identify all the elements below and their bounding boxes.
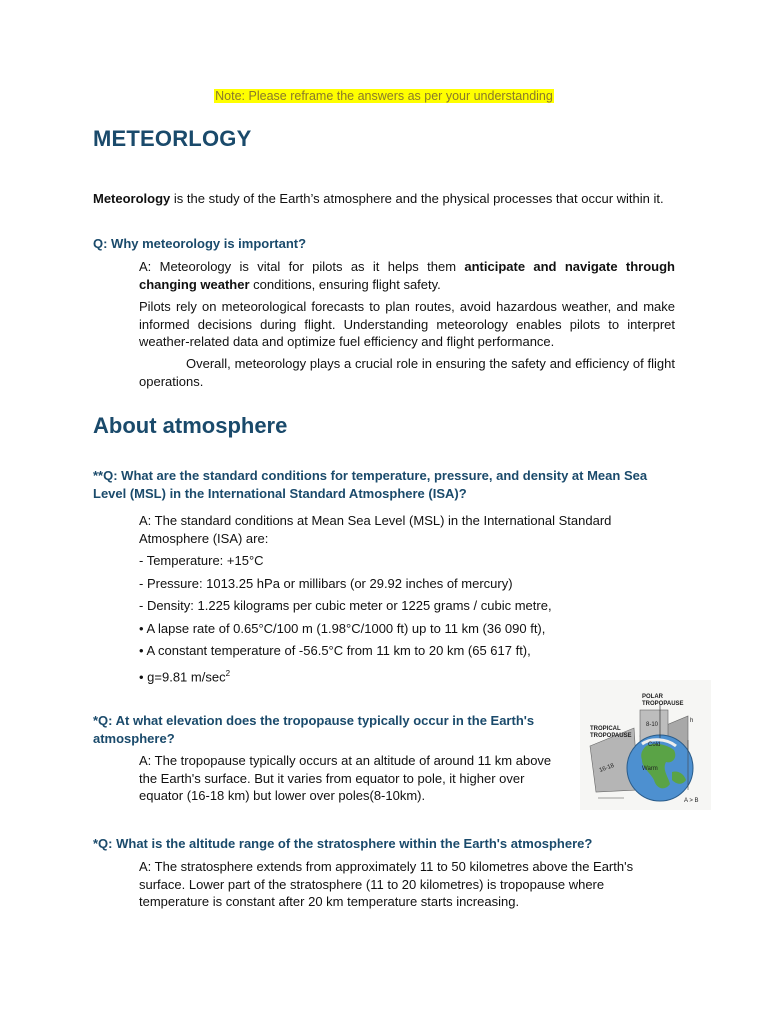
answer-importance-2: Pilots rely on meteorological forecasts to plan routes, avoid hazardous weather, and make informed decisions during flight. Understanding meteorology enables pilots to interpret weather-related data and optimize fuel efficiency and flight performance. (139, 299, 675, 349)
answer-importance-pre: A: Meteorology is vital for pilots as it helps them (139, 259, 465, 274)
earth-tropopause-illustration (580, 680, 711, 810)
figure-tropical-label: TROPICAL (590, 726, 621, 732)
note-text: Note: Please reframe the answers as per your understanding (215, 89, 553, 103)
isa-item: • A lapse rate of 0.65°C/100 m (1.98°C/1000 ft) up to 11 km (36 090 ft), (139, 620, 546, 636)
intro-rest: is the study of the Earth’s atmosphere and the physical processes that occur within it. (170, 191, 664, 206)
figure-polar-label-2: TROPOPAUSE (642, 701, 684, 707)
isa-item: - Temperature: +15°C (139, 553, 264, 568)
figure-cold-label: Cold (648, 742, 661, 748)
page-title: METEORLOGY (93, 126, 252, 151)
figure-tropical-altitude: 16-18 (598, 762, 616, 774)
figure-compare-label: A > B (684, 798, 699, 804)
question-tropopause: *Q: At what elevation does the tropopause typically occur in the Earth's atmosphere? (93, 713, 535, 746)
figure-tropical-label-2: TROPOPAUSE (590, 733, 632, 739)
gravity-exponent: 2 (225, 668, 231, 678)
answer-isa-intro: A: The standard conditions at Mean Sea Level (MSL) in the International Standard Atmosphere (ISA) are: (139, 513, 612, 546)
answer-stratosphere: A: The stratosphere extends from approximately 11 to 50 kilometres above the Earth's surface. Lower part of the stratosphere (11 to 20 kilometres) is tropopause where temperature is constant after 20 km temperature starts increasing. (139, 859, 634, 909)
question-stratosphere: *Q: What is the altitude range of the stratosphere within the Earth's atmosphere? (93, 836, 593, 851)
isa-item: - Density: 1.225 kilograms per cubic meter or 1225 grams / cubic metre, (139, 598, 552, 613)
intro-paragraph (93, 190, 673, 208)
answer-importance-1 (139, 258, 675, 293)
tropopause-diagram (580, 680, 711, 810)
note-banner (0, 88, 768, 104)
answer-importance-post: conditions, ensuring flight safety. (249, 276, 441, 292)
answer-tropopause: A: The tropopause typically occurs at an altitude of around 11 km above the Earth's surface. But it varies from equator to pole, it higher over equator (16-18 km) but lower over poles(8-10km). (139, 753, 552, 803)
question-isa: **Q: What are the standard conditions for temperature, pressure, and density at Mean Sea Level (MSL) in the International Standard Atmosphere (ISA)? (93, 468, 648, 501)
answer-importance-bold: anticipate and navigate through changing weather (139, 259, 675, 292)
isa-item: - Pressure: 1013.25 hPa or millibars (or 29.92 inches of mercury) (139, 575, 513, 591)
figure-h-label: h (690, 718, 694, 724)
figure-polar-altitude: 8-10 (646, 722, 659, 728)
intro-term: Meteorology (93, 191, 171, 206)
question-importance: Q: Why meteorology is important? (93, 236, 307, 251)
gravity-text: • g=9.81 m/sec (139, 668, 226, 684)
isa-item: • A constant temperature of -56.5°C from 11 km to 20 km (65 617 ft), (139, 643, 531, 658)
section-heading-atmosphere: About atmosphere (93, 413, 288, 438)
isa-conditions-list (139, 552, 679, 687)
figure-polar-label: POLAR (642, 694, 663, 700)
answer-importance-3: Overall, meteorology plays a crucial role in ensuring the safety and efficiency of flight operations. (139, 356, 675, 389)
figure-warm-label: Warm (642, 766, 658, 772)
